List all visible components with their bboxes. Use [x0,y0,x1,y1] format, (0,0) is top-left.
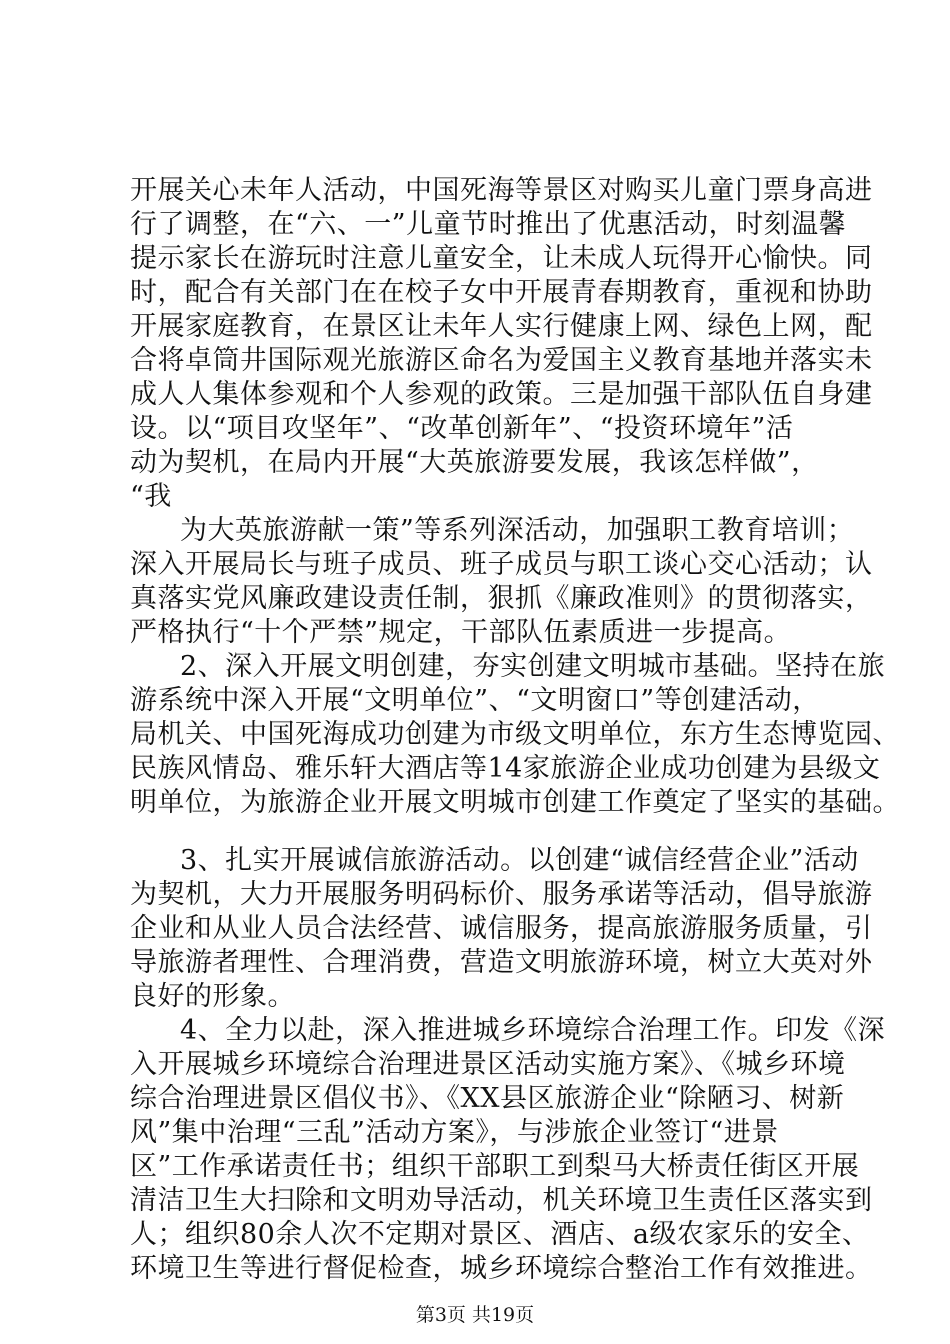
body-text-line: 真落实党风廉政建设责任制，狠抓《廉政准则》的贯彻落实， [130,583,873,614]
body-text-line: 综合治理进景区倡仪书》、《XX县区旅游企业“除陋习、树新 [130,1083,845,1114]
body-text-line: 良好的形象。 [130,981,295,1012]
body-text-line: “我 [130,481,172,512]
body-text-line: 企业和从业人员合法经营、诚信服务，提高旅游服务质量，引 [130,913,873,944]
body-text-line: 局机关、中国死海成功创建为市级文明单位，东方生态博览园、 [130,719,900,750]
body-text-line: 设。以“项目攻坚年”、“改革创新年”、“投资环境年”活 [130,413,794,444]
body-text-line: 为大英旅游献一策”等系列深活动，加强职工教育培训； [180,515,855,546]
body-text-line: 风”集中治理“三乱”活动方案》，与涉旅企业签订“进景 [130,1117,779,1148]
body-text-line: 区”工作承诺责任书；组织干部职工到梨马大桥责任街区开展 [130,1151,860,1182]
body-text-line: 清洁卫生大扫除和文明劝导活动，机关环境卫生责任区落实到 [130,1185,873,1216]
body-text-line: 4、全力以赴，深入推进城乡环境综合治理工作。印发《深 [180,1015,886,1046]
body-text-line: 民族风情岛、雅乐轩大酒店等14家旅游企业成功创建为县级文 [130,753,881,784]
page-number-footer: 第3页 共19页 [415,1304,535,1326]
body-text-line: 3、扎实开展诚信旅游活动。以创建“诚信经营企业”活动 [180,845,859,876]
body-text-line: 动为契机，在局内开展“大英旅游要发展，我该怎样做”， [130,447,819,478]
body-text-line: 游系统中深入开展“文明单位”、“文明窗口”等创建活动， [130,685,820,716]
body-text-line: 行了调整，在“六、一”儿童节时推出了优惠活动，时刻温馨 [130,209,847,240]
body-text-line: 严格执行“十个严禁”规定，干部队伍素质进一步提高。 [130,617,792,648]
body-text-line: 入开展城乡环境综合治理进景区活动实施方案》、《城乡环境 [130,1049,846,1080]
body-text-line: 明单位，为旅游企业开展文明城市创建工作奠定了坚实的基础。 [130,787,900,818]
body-text-line: 人；组织80余人次不定期对景区、酒店、a级农家乐的安全、 [130,1219,870,1250]
body-text-line: 开展家庭教育，在景区让未年人实行健康上网、绿色上网，配 [130,311,873,342]
body-text-line: 成人人集体参观和个人参观的政策。三是加强干部队伍自身建 [130,379,873,410]
body-text-line: 导旅游者理性、合理消费，营造文明旅游环境，树立大英对外 [130,947,873,978]
body-text-line: 为契机，大力开展服务明码标价、服务承诺等活动，倡导旅游 [130,879,873,910]
body-text-line: 时，配合有关部门在在校子女中开展青春期教育，重视和协助 [130,277,873,308]
body-text-line: 2、深入开展文明创建，夯实创建文明城市基础。坚持在旅 [180,651,886,682]
body-text-line: 提示家长在游玩时注意儿童安全，让未成人玩得开心愉快。同 [130,243,873,274]
body-text-line: 开展关心未年人活动，中国死海等景区对购买儿童门票身高进 [130,175,873,206]
body-text-line: 合将卓筒井国际观光旅游区命名为爱国主义教育基地并落实未 [130,345,873,376]
body-text-line: 深入开展局长与班子成员、班子成员与职工谈心交心活动；认 [130,549,873,580]
body-text-line: 环境卫生等进行督促检查，城乡环境综合整治工作有效推进。 [130,1253,873,1284]
